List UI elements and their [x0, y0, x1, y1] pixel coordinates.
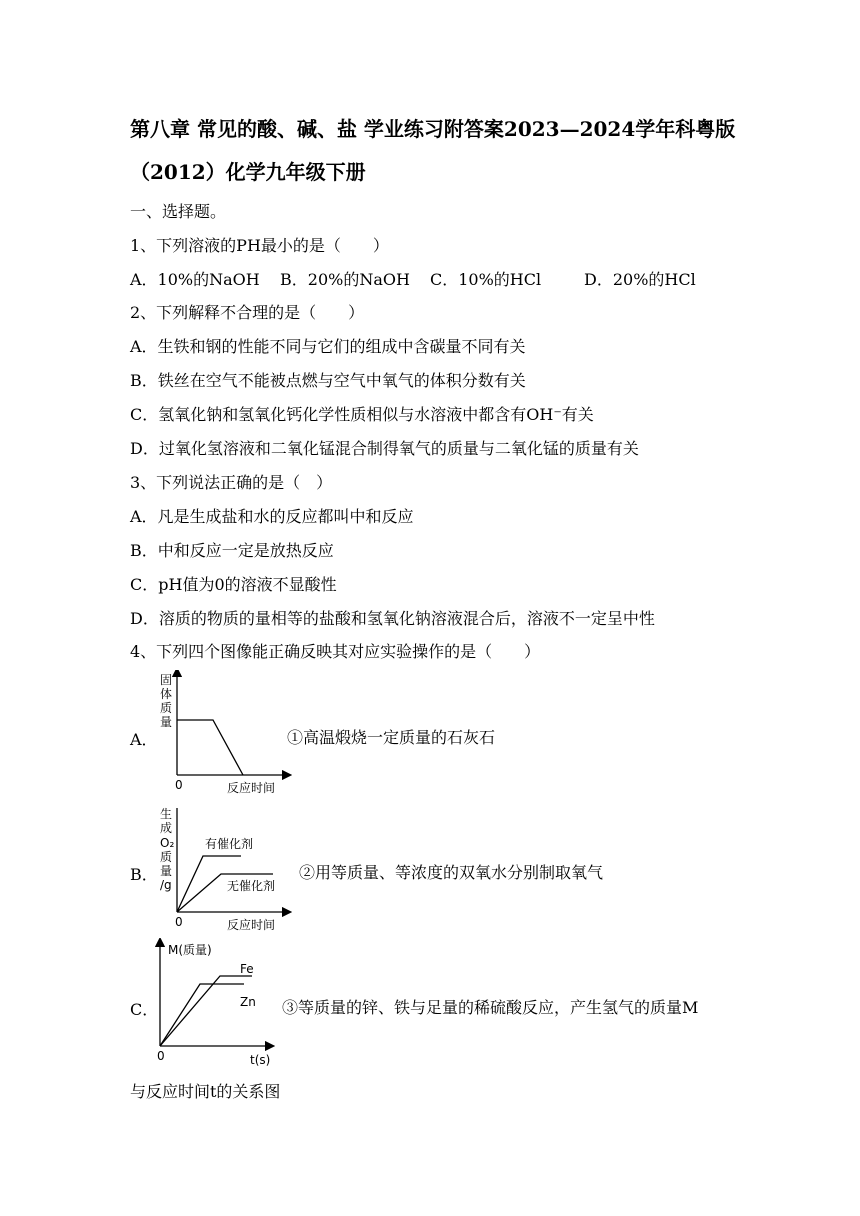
graph-b-ylabel-1: 生: [160, 807, 173, 821]
document-title-line2: （2012）化学九年级下册: [130, 160, 366, 184]
graph-a-ylabel-3: 质: [160, 701, 173, 715]
graph-b-curve-no-catalyst-label: 无催化剂: [227, 879, 276, 893]
q3-stem: 3、下列说法正确的是（ ）: [130, 473, 333, 492]
q4-stem: 4、下列四个图像能正确反映其对应实验操作的是（ ）: [130, 642, 541, 661]
graph-c-origin: 0: [157, 1049, 165, 1063]
q2-option-a: A．生铁和钢的性能不同与它们的组成中含碳量不同有关: [130, 337, 526, 356]
q1-options: [130, 269, 696, 291]
q1-stem: 1、下列溶液的PH最小的是（ ）: [130, 236, 389, 255]
graph-b-origin: 0: [175, 915, 183, 929]
graph-a-origin: 0: [175, 778, 183, 792]
graph-b-ylabel-4: 质: [160, 850, 173, 864]
graph-a-ylabel-4: 量: [160, 715, 173, 729]
q1-option-a: A．10%的NaOH: [130, 270, 260, 289]
q1-option-d: D．20%的HCl: [584, 270, 696, 289]
q4-graph-c: [152, 938, 282, 1070]
q4-option-c-letter: C．: [130, 1000, 159, 1019]
q2-stem: 2、下列解释不合理的是（ ）: [130, 303, 365, 322]
q2-option-c: C．氢氧化钠和氢氧化钙化学性质相似与水溶液中都含有OH⁻有关: [130, 405, 594, 424]
q3-option-b: B．中和反应一定是放热反应: [130, 541, 334, 560]
document-title-line1: 第八章 常见的酸、碱、盐 学业练习附答案2023—2024学年科粤版: [130, 117, 736, 141]
graph-c-xlabel: t(s): [250, 1053, 271, 1067]
q1-option-b: B．20%的NaOH: [280, 270, 410, 289]
q3-option-c: C．pH值为0的溶液不显酸性: [130, 575, 337, 594]
graph-a-ylabel-2: 体: [160, 687, 173, 701]
graph-b-ylabel-2: 成: [160, 821, 173, 835]
graph-c-curve-fe-label: Fe: [240, 962, 254, 976]
q2-option-b: B．铁丝在空气不能被点燃与空气中氧气的体积分数有关: [130, 371, 526, 390]
q2-option-d: D．过氧化氢溶液和二氧化锰混合制得氧气的质量与二氧化锰的质量有关: [130, 439, 639, 458]
q4-graph-c-description-continued: 与反应时间t的关系图: [130, 1082, 281, 1101]
q1-option-c: C．10%的HCl: [430, 270, 542, 289]
q3-option-a: A．凡是生成盐和水的反应都叫中和反应: [130, 507, 414, 526]
q4-graph-a-description: ①高温煅烧一定质量的石灰石: [287, 728, 496, 747]
q4-option-a-letter: A．: [130, 730, 158, 749]
graph-b-ylabel-6: /g: [160, 878, 172, 892]
q4-option-b-letter: B．: [130, 865, 158, 884]
graph-a-xlabel: 反应时间: [227, 781, 276, 795]
graph-a-ylabel-1: 固: [160, 673, 173, 687]
graph-b-curve-catalyst-label: 有催化剂: [205, 837, 254, 851]
graph-c-curve-zn-label: Zn: [240, 995, 256, 1009]
q4-graph-b: [155, 804, 295, 936]
q4-graph-b-description: ②用等质量、等浓度的双氧水分别制取氧气: [299, 863, 604, 882]
graph-b-xlabel: 反应时间: [227, 918, 276, 932]
section-heading: 一、选择题。: [130, 202, 227, 221]
q4-graph-c-description: ③等质量的锌、铁与足量的稀硫酸反应，产生氢气的质量M: [282, 998, 699, 1017]
graph-b-ylabel-5: 量: [160, 864, 173, 878]
graph-c-ylabel: M(质量): [168, 943, 212, 957]
graph-b-ylabel-3: O₂: [160, 836, 175, 850]
q3-option-d: D．溶质的物质的量相等的盐酸和氢氧化钠溶液混合后，溶液不一定呈中性: [130, 609, 655, 628]
q4-graph-a: [155, 670, 295, 800]
